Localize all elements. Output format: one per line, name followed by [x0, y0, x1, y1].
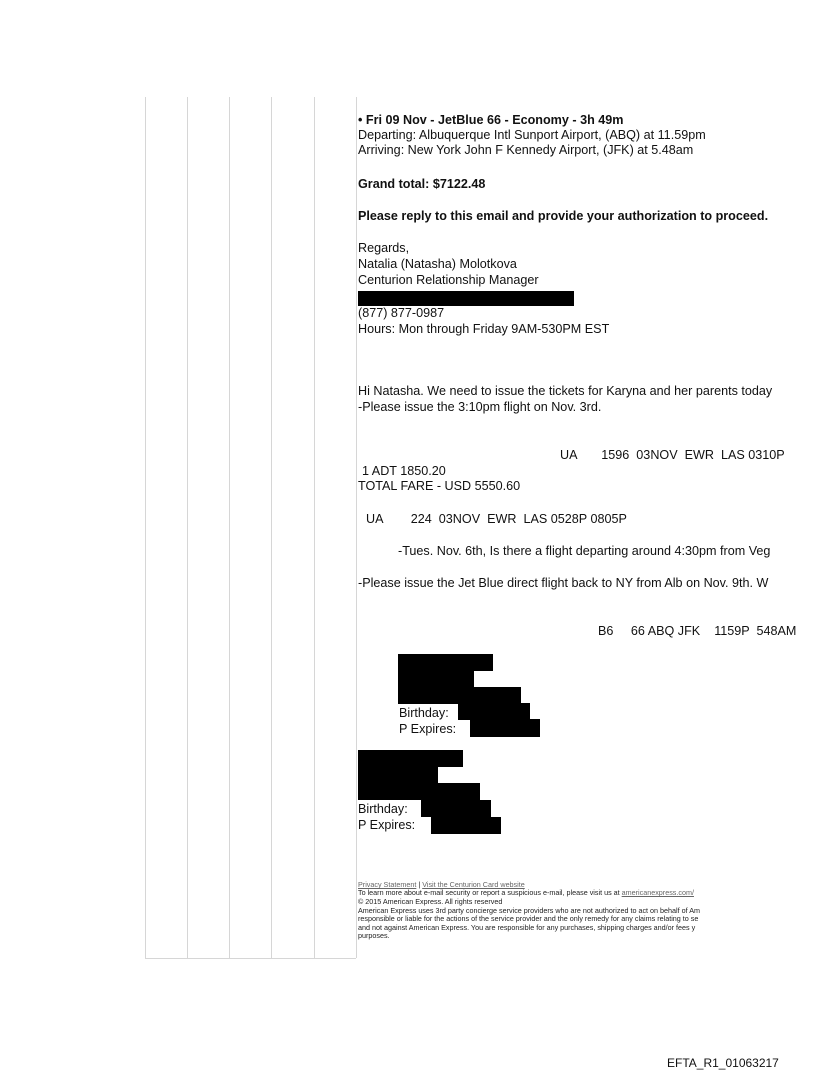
quote-guide-line — [145, 97, 146, 958]
passenger-1-passport-label: P Expires: — [399, 722, 457, 736]
redaction-block — [358, 291, 574, 306]
flight-arriving: Arriving: New York John F Kennedy Airport, (JFK) at 5.48am — [358, 143, 694, 157]
redaction-block — [470, 719, 540, 737]
privacy-statement-link[interactable]: Privacy Statement — [358, 880, 417, 889]
redaction-block — [421, 800, 491, 817]
passenger-2-birthday-label: Birthday: — [358, 802, 408, 816]
reply-request-1: -Please issue the 3:10pm flight on Nov. 3rd. — [358, 400, 602, 414]
footer-disclaimer-3: and not against American Express. You are responsible for any purchases, shipping charges and/or fees y — [358, 923, 696, 932]
footer-copyright: © 2015 American Express. All rights reserved — [358, 897, 503, 906]
redaction-block — [358, 750, 463, 767]
bullet-icon: • — [358, 113, 363, 127]
redaction-block — [358, 767, 438, 783]
quote-guide-line — [187, 97, 188, 958]
centurion-website-link[interactable]: Visit the Centurion Card website — [422, 880, 525, 889]
redaction-block — [398, 671, 474, 687]
signature-regards: Regards, — [358, 241, 410, 255]
redaction-block — [398, 687, 521, 704]
email-body — [358, 113, 816, 963]
reply-greeting: Hi Natasha. We need to issue the tickets for Karyna and her parents today — [358, 384, 773, 398]
security-link[interactable]: americanexpress.com/ — [621, 888, 694, 897]
footer-separator: | — [418, 880, 421, 889]
redaction-block — [358, 783, 480, 800]
quote-guide-line — [356, 97, 357, 958]
quote-guide-line — [229, 97, 230, 958]
document-id: EFTA_R1_01063217 — [667, 1056, 779, 1070]
redaction-block — [458, 703, 530, 720]
quote-guide-line — [271, 97, 272, 958]
signature-hours: Hours: Mon through Friday 9AM-530PM EST — [358, 322, 610, 336]
passenger-1-birthday-label: Birthday: — [399, 706, 449, 720]
fare-line: 1 ADT 1850.20 — [362, 464, 446, 478]
signature-phone: (877) 877-0987 — [358, 306, 445, 320]
flight-option-1: UA 1596 03NOV EWR LAS 0310P — [560, 448, 785, 462]
grand-total: Grand total: $7122.48 — [358, 177, 486, 191]
reply-request-2: -Tues. Nov. 6th, Is there a flight departing around 4:30pm from Veg — [398, 544, 771, 558]
footer-disclaimer-2: responsible or liable for the actions of the service provider and the only remedy for any claims relating to se — [358, 914, 699, 923]
footer-security — [358, 888, 694, 897]
total-fare: TOTAL FARE - USD 5550.60 — [358, 479, 521, 493]
signature-name: Natalia (Natasha) Molotkova — [358, 257, 517, 271]
footer-security-text: To learn more about e-mail security or report a suspicious e-mail, please visit us at — [358, 888, 622, 897]
redaction-block — [398, 654, 493, 671]
quote-guide-line — [314, 97, 315, 958]
flight-option-2: UA 224 03NOV EWR LAS 0528P 0805P — [366, 512, 627, 526]
authorization-request: Please reply to this email and provide your authorization to proceed. — [358, 209, 769, 223]
quote-guide-bottom — [145, 958, 356, 959]
signature-role: Centurion Relationship Manager — [358, 273, 539, 287]
reply-request-3: -Please issue the Jet Blue direct flight back to NY from Alb on Nov. 9th. W — [358, 576, 769, 590]
flight-departing: Departing: Albuquerque Intl Sunport Airport, (ABQ) at 11.59pm — [358, 128, 706, 142]
footer-disclaimer-1: American Express uses 3rd party concierge service providers who are not authorized to act on behalf of Am — [358, 906, 700, 915]
flight-title — [358, 113, 623, 128]
passenger-2-passport-label: P Expires: — [358, 818, 416, 832]
flight-title-text: Fri 09 Nov - JetBlue 66 - Economy - 3h 49m — [365, 113, 624, 127]
redaction-block — [431, 817, 501, 834]
footer-disclaimer-4: purposes. — [358, 931, 390, 940]
flight-option-3: B6 66 ABQ JFK 1159P 548AM — [598, 624, 797, 638]
